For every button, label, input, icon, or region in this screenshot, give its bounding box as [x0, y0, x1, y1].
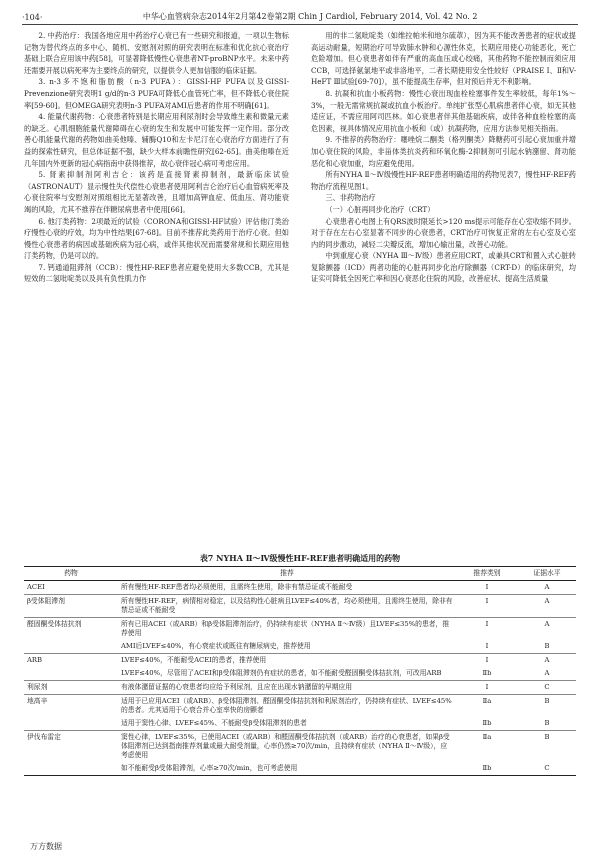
drug-cell	[24, 717, 118, 731]
paragraph: 7. 钙通道阻滞剂（CCB）：慢性HF-REF患者应避免使用大多数CCB，尤其是短效的二氢吡啶类以及具有负性肌力作	[24, 262, 289, 284]
paragraph: 用的非二氢吡啶类（如维拉帕米和地尔硫䓬），因为其不能改善患者的症状或提高运动耐量，短期治疗可导致肺水肿和心源性休克，长期应用使心功能恶化，死亡危险增加。但心衰患者如伴有严重的高血压或心绞痛，其他药物不能控制而须应用CCB，可选择氨氯地平或非洛地平，二者长期使用安全性较好（PRAISE Ⅰ、Ⅱ和V-HeFT Ⅲ试验[69-70]），虽不能提高生存率，但对预后并无不利影响。	[311, 31, 576, 87]
class-cell: Ⅱa	[456, 731, 518, 763]
page-header	[22, 8, 578, 25]
drug-cell: 地高辛	[24, 695, 118, 718]
table-row	[24, 654, 576, 668]
paragraph: （一）心脏再同步化治疗（CRT）	[325, 204, 435, 214]
evidence-cell: A	[544, 669, 550, 677]
header-recommendation: 推荐	[118, 567, 456, 581]
evidence-cell: B	[518, 695, 576, 718]
paragraph: 三、非药物治疗	[325, 193, 376, 203]
recommendation-cell: 如不能耐受β受体阻滞剂，心率≥70次/min，也可考虑使用	[118, 762, 456, 776]
drug-cell: 伊伐布雷定	[24, 731, 118, 763]
table-row	[24, 762, 576, 776]
evidence-cell: A	[518, 654, 576, 668]
table-row	[24, 731, 576, 763]
table-row	[24, 681, 576, 695]
evidence-cell: A	[518, 618, 576, 641]
journal-citation: 中华心血管病杂志2014年2月第42卷第2期 Chin J Cardiol, February 2014, Vol. 42 No. 2	[142, 12, 478, 21]
evidence-cell: C	[518, 681, 576, 695]
drug-cell	[24, 667, 118, 681]
drug-cell: 醛固酮受体拮抗剂	[24, 618, 118, 641]
recommendation-cell: AMI后LVEF≤40%，有心衰症状或既往有糖尿病史，推荐使用	[121, 642, 311, 650]
paragraph: 8. 抗凝和抗血小板药物：慢性心衰出现血栓栓塞事件发生率较低，每年1%～3%，一般无需常规抗凝或抗血小板治疗。单纯扩张型心肌病患者伴心衰，如无其他适应证，不需应用阿司匹林。如心衰患者伴其他基础疾病，或伴各种血栓栓塞的高危因素，视具体情况应用抗血小板和（或）抗凝药物，应用方法参见相关指南。	[311, 88, 576, 133]
table-row	[24, 618, 576, 641]
header-drug: 药物	[24, 567, 118, 581]
drug-cell	[24, 640, 118, 654]
class-cell: Ⅱa	[456, 695, 518, 718]
paragraph: 所有NYHA Ⅱ～Ⅳ级慢性HF-REF患者明确适用的药物见表7，慢性HF-REF药物治疗流程见图1。	[311, 170, 576, 191]
evidence-cell: A	[544, 583, 550, 591]
paragraph: 3. n-3多不饱和脂肪酸（n-3 PUFA）：GISSI-HF PUFA以及GISSI-Prevenzione研究表明1 g/d的n-3 PUFA可降低心血管死亡率，但不降低心衰住院率[59-60]。但OMEGA研究表明n-3 PUFA对AMI后患者的作用不明确[61]。	[24, 77, 289, 110]
recommendation-cell: 窦性心律，LVEF≤35%，已使用ACEI（或ARB）和醛固酮受体拮抗剂（或ARB）治疗的心衰患者，如果β受体阻滞剂已达到指南推荐剂量或最大耐受剂量，心率仍然≥70次/min，且持续有症状（NYHA Ⅱ～Ⅳ级），应考虑使用	[118, 731, 456, 763]
recommendation-cell: 适用于已应用ACEI（或ARB）、β受体阻滞剂、醛固酮受体拮抗剂和利尿剂治疗，仍持续有症状、LVEF≤45%的患者。尤其适用于心衰合并心室率快的房颤者	[118, 695, 456, 718]
left-column	[24, 30, 289, 285]
drug-cell: 利尿剂	[24, 681, 118, 695]
class-cell: Ⅰ	[485, 642, 489, 650]
paragraph: 6. 他汀类药物：2项最近的试验（CORONA和GISSI-HF试验）评估他汀类治疗慢性心衰的疗效，均为中性结果[67-68]。目前不推荐此类药用于治疗心衰。但如慢性心衰患者的病因或基础疾病为冠心病，或伴其他状况而需要常规和长期应用他汀类药物，仍是可以的。	[24, 216, 289, 261]
drug-cell: ARB	[24, 654, 118, 668]
evidence-cell: B	[544, 642, 550, 650]
paragraph: 心衰患者心电图上有QRS波时限延长>120 ms提示可能存在心室收缩不同步。对于存在左右心室显著不同步的心衰患者，CRT治疗可恢复正常的左右心室及心室内的同步激动，减轻二尖瓣反流，增加心输出量，改善心功能。	[311, 216, 576, 249]
footer-watermark: 万方数据	[30, 842, 62, 851]
page-number: ·104·	[22, 13, 43, 22]
table-row	[24, 581, 576, 595]
evidence-cell: C	[518, 762, 576, 776]
header-evidence: 证据水平	[518, 567, 576, 581]
class-cell: Ⅰ	[485, 583, 489, 591]
paragraph: 中到重度心衰（NYHA Ⅲ～Ⅳ级）患者应用CRT，或兼具CRT和置入式心脏转复除颤器（ICD）两者功能的心脏再同步化治疗除颤器（CRT-D）的临床研究，均证实可降低全因死亡率和因心衰恶化住院的风险，改善症状、提高生活质量	[311, 251, 576, 284]
table-caption: 表7 NYHA Ⅱ～Ⅳ级慢性HF-REF患者明确适用的药物	[199, 553, 401, 563]
class-cell: Ⅰ	[456, 618, 518, 641]
drug-recommendation-table	[24, 566, 576, 776]
table-row	[24, 717, 576, 731]
recommendation-cell: LVEF≤40%，尽管用了ACEI和β受体阻滞剂仍有症状的患者，如不能耐受醛固酮受体拮抗剂，可改用ARB	[121, 669, 442, 677]
class-cell: Ⅰ	[456, 595, 518, 618]
evidence-cell: B	[518, 731, 576, 763]
class-cell: Ⅱb	[482, 719, 492, 727]
table-row	[24, 695, 576, 718]
recommendation-cell: 有液体潴留证据的心衰患者均应给予利尿剂，且应在出现水钠潴留的早期应用	[118, 681, 456, 695]
right-column	[311, 30, 576, 285]
class-cell: Ⅰ	[456, 654, 518, 668]
paragraph: 5. 肾素抑制剂阿利吉仑：该药是直接肾素抑制剂，最新临床试验（ASTRONAUT）显示慢性失代偿性心衰患者使用阿利吉仑治疗后心血管病死率及心衰住院率与安慰剂对照组相比无显著改善，且增加高钾血症、低血压、肾功能衰竭的风险，尤其不推荐在伴糖尿病患者中使用[66]。	[24, 170, 289, 214]
table-row	[24, 667, 576, 681]
paragraph: 2. 中药治疗：我国各地应用中药治疗心衰已有一些研究和报道，一项以生物标记物为替代终点的多中心、随机、安慰剂对照的研究表明在标准和优化抗心衰治疗基础上联合应用该中药[58]，可显著降低慢性心衰患者NT-proBNP水平。未来中药还需要开展以病死率为主要终点的研究，以提供令人更加信服的临床证据。	[24, 31, 289, 75]
header-class: 推荐类别	[456, 567, 518, 581]
recommendation-cell: 所有已用ACEI（或ARB）和β受体阻滞剂治疗，仍持续有症状（NYHA Ⅱ～Ⅳ级）且LVEF≤35%的患者，推荐使用	[118, 618, 456, 641]
paragraph: 9. 不推荐的药物治疗：噻唑烷二酮类（格列酮类）降糖药可引起心衰加重并增加心衰住院的风险，非甾体类抗炎药和环氧化酶-2抑制剂可引起水钠潴留、肾功能恶化和心衰加重，均应避免使用。	[311, 135, 576, 168]
drug-cell: β受体阻滞剂	[24, 595, 118, 618]
table-row	[24, 595, 576, 618]
evidence-cell: A	[518, 595, 576, 618]
class-cell: Ⅰ	[456, 681, 518, 695]
recommendation-cell: LVEF≤40%，不能耐受ACEI的患者，推荐使用	[118, 654, 456, 668]
drug-cell: ACEI	[27, 583, 45, 591]
class-cell: Ⅱb	[482, 669, 492, 677]
table-header-row	[24, 567, 576, 581]
evidence-cell: B	[544, 719, 550, 727]
recommendation-cell: 所有慢性HF-REF患者均必须使用，且需终生使用，除非有禁忌证或不能耐受	[121, 583, 353, 591]
drug-cell	[24, 762, 118, 776]
recommendation-cell: 适用于窦性心律、LVEF≤45%、不能耐受β受体阻滞剂的患者	[121, 719, 307, 727]
table-row	[24, 640, 576, 654]
recommendation-cell: 所有慢性HF-REF，病情相对稳定，以及结构性心脏病且LVEF≤40%者，均必须使用，且需终生使用，除非有禁忌证或不能耐受	[118, 595, 456, 618]
class-cell: Ⅱb	[456, 762, 518, 776]
paragraph: 4. 能量代谢药物：心衰患者特别是长期应用利尿剂时会导致维生素和微量元素的缺乏。心肌细胞能量代谢障碍在心衰的发生和发展中可能发挥一定作用。部分改善心肌能量代谢的药物如曲美他嗪、辅酶Q10和左卡尼汀在心衰治疗方面进行了有益的探索性研究，但总体证据不强，缺少大样本前瞻性研究[62-65]。曲美他嗪在近几年国内外更新的冠心病指南中获得推荐，故心衰伴冠心病可考虑应用。	[24, 112, 289, 168]
